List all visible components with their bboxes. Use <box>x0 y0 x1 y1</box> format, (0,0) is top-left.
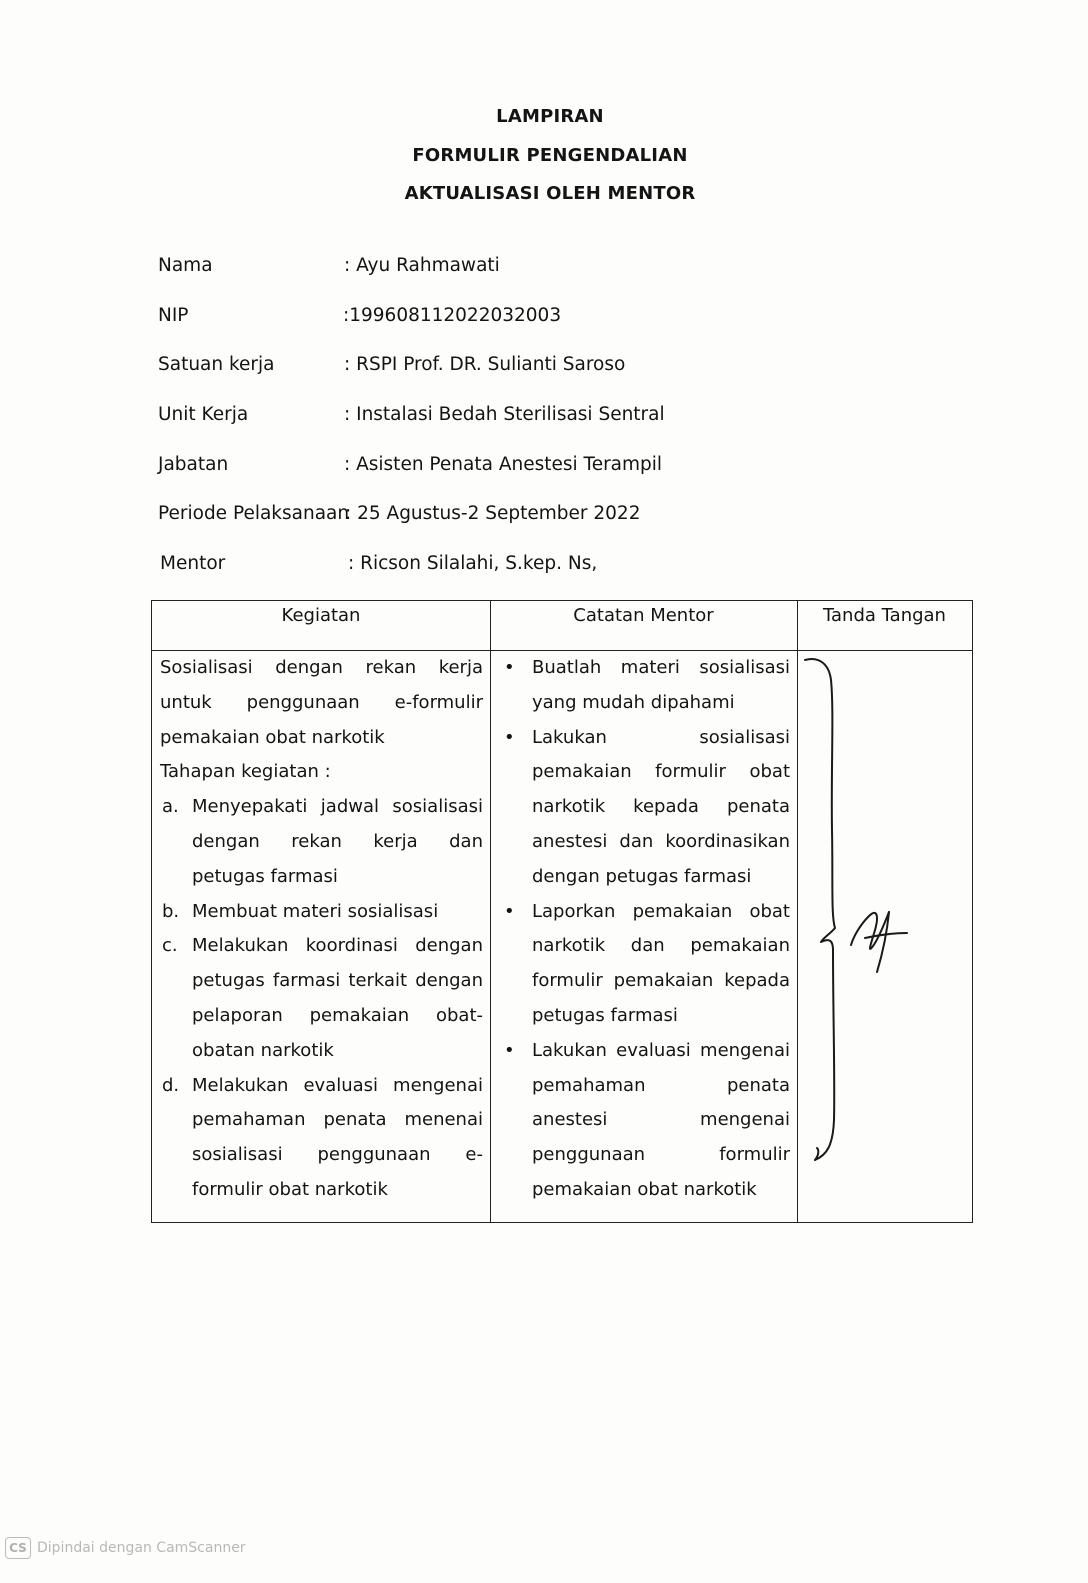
info-label: Jabatan <box>158 453 229 475</box>
header-kegiatan: Kegiatan <box>281 605 361 626</box>
catatan-item <box>498 895 790 1034</box>
bullet-icon: • <box>504 657 515 678</box>
catatan-text: Lakukan evaluasi mengenai pemahaman penata anestesi mengenai penggunaan formulir pemakaian obat narkotik <box>532 1039 790 1200</box>
camscanner-logo-icon: CS <box>5 1537 31 1559</box>
info-row-satuan-kerja <box>158 349 858 399</box>
step-marker: c. <box>162 935 178 957</box>
catatan-mentor-cell <box>498 651 790 1208</box>
catatan-item <box>498 1034 790 1208</box>
watermark-text: Dipindai dengan CamScanner <box>37 1540 246 1556</box>
signature-brace-icon <box>797 650 972 1220</box>
document-title-block <box>0 98 1088 214</box>
catatan-text: Lakukan sosialisasi pemakaian formulir obat narkotik kepada penata anestesi dan koordinasikan dengan petugas farmasi <box>532 726 790 887</box>
header-tanda-tangan: Tanda Tangan <box>823 605 946 626</box>
info-value: :199608112022032003 <box>343 304 562 326</box>
info-value: : 25 Agustus-2 September 2022 <box>345 503 641 525</box>
step-text: Menyepakati jadwal sosialisasi dengan rekan kerja dan petugas farmasi <box>192 796 483 887</box>
info-value: : RSPI Prof. DR. Sulianti Saroso <box>344 354 626 376</box>
title-aktualisasi: AKTUALISASI OLEH MENTOR <box>404 183 696 204</box>
kegiatan-step <box>160 929 483 1068</box>
scanner-watermark <box>5 1534 246 1562</box>
step-marker: d. <box>162 1074 180 1096</box>
kegiatan-step <box>160 1069 483 1208</box>
info-row-periode <box>158 498 858 548</box>
header-catatan-mentor: Catatan Mentor <box>573 605 714 626</box>
identity-info <box>158 250 858 598</box>
bullet-icon: • <box>504 1039 515 1061</box>
info-row-mentor <box>158 548 858 598</box>
catatan-item <box>498 721 790 895</box>
catatan-text: Laporkan pemakaian obat narkotik dan pemakaian formulir pemakaian kepada petugas farmasi <box>532 900 790 1026</box>
info-label: Satuan kerja <box>158 354 275 376</box>
catatan-text: Buatlah materi sosialisasi yang mudah dipahami <box>532 657 790 713</box>
info-row-jabatan <box>158 449 858 499</box>
info-label: Nama <box>158 255 213 276</box>
step-marker: a. <box>162 796 179 818</box>
kegiatan-step <box>160 895 483 930</box>
info-value: : Asisten Penata Anestesi Terampil <box>344 453 663 475</box>
catatan-item <box>498 651 790 721</box>
title-lampiran: LAMPIRAN <box>496 106 604 127</box>
kegiatan-intro: Sosialisasi dengan rekan kerja untuk penggunaan e-formulir pemakaian obat narkotik <box>160 657 483 748</box>
step-marker: b. <box>162 900 180 922</box>
info-row-nip <box>158 300 858 350</box>
info-label: Unit Kerja <box>158 404 249 426</box>
title-formulir: FORMULIR PENGENDALIAN <box>412 144 688 166</box>
info-value: : Ayu Rahmawati <box>344 255 500 276</box>
tahapan-label: Tahapan kegiatan : <box>160 761 331 783</box>
info-label: Mentor <box>160 553 226 575</box>
kegiatan-cell <box>160 651 483 1208</box>
info-label: NIP <box>158 304 189 326</box>
info-value: : Instalasi Bedah Sterilisasi Sentral <box>344 404 665 426</box>
column-divider <box>490 601 491 1222</box>
step-text: Membuat materi sosialisasi <box>192 900 439 922</box>
info-row-nama <box>158 250 858 300</box>
step-text: Melakukan koordinasi dengan petugas farmasi terkait dengan pelaporan pemakaian obat-obatan narkotik <box>192 935 483 1061</box>
info-label: Periode Pelaksanaan <box>158 503 350 525</box>
kegiatan-step <box>160 790 483 894</box>
step-text: Melakukan evaluasi mengenai pemahaman penata menenai sosialisasi penggunaan e-formulir obat narkotik <box>192 1074 483 1200</box>
info-row-unit-kerja <box>158 399 858 449</box>
bullet-icon: • <box>504 900 515 922</box>
bullet-icon: • <box>504 726 515 748</box>
info-value: : Ricson Silalahi, S.kep. Ns, <box>348 553 598 575</box>
